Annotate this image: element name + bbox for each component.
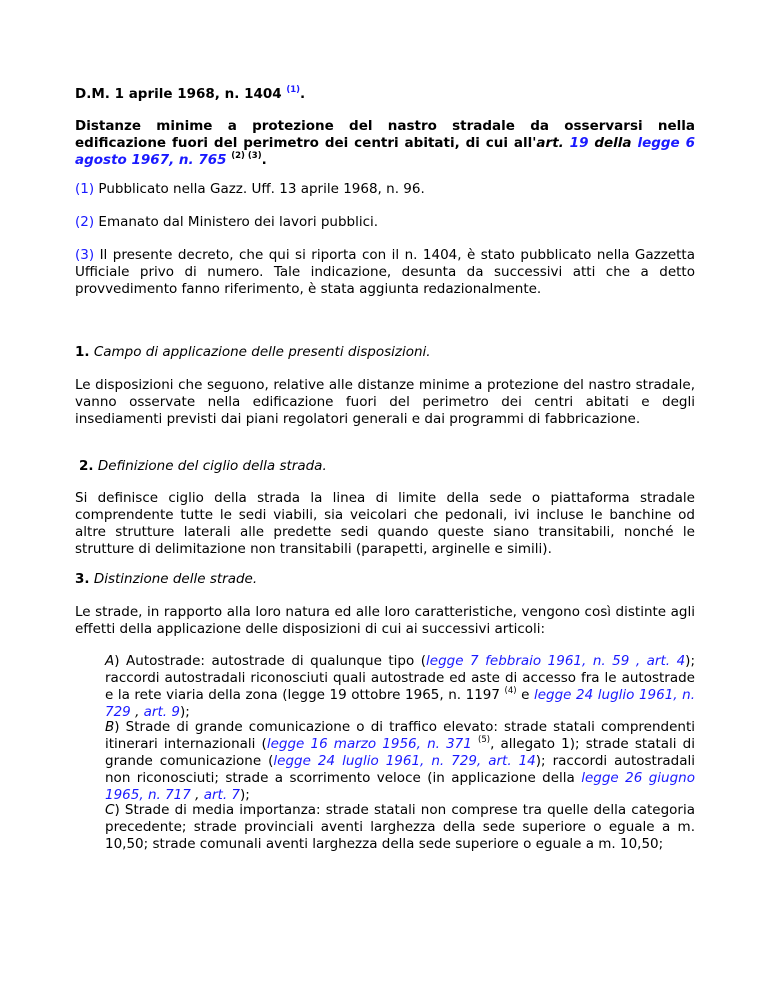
article-2-number: 2. — [79, 458, 94, 474]
decree-subject: Distanze minime a protezione del nastro stradale da osservarsi nella edificazione fuori del perimetro dei centri abitati, di cui all'art. 19 della legge 6 agosto 1967, n. 765 $^{(2) (3)}$. — [75, 118, 696, 168]
article-3-letter-c — [75, 802, 695, 853]
decree-title: D.M. 1 aprile 1968, n. 1404 — [75, 86, 282, 102]
letter-a-text-4: , — [130, 704, 144, 720]
link-legge-729-art-14[interactable]: legge 24 luglio 1961, n. 729, art. 14 — [273, 753, 536, 769]
link-legge[interactable]: legge — [637, 135, 680, 151]
link-law-765[interactable]: 6 agosto 1967, n. 765 — [75, 135, 696, 168]
link-art-7[interactable]: art. 7 — [203, 787, 241, 803]
link-legge-371[interactable]: legge 16 marzo 1956, n. 371 — [266, 736, 472, 752]
subject-notes: (2) (3) — [231, 151, 262, 161]
subject-della: della — [594, 135, 632, 151]
footnote-text-2: Emanato dal Ministero dei lavori pubblici. — [98, 214, 379, 230]
article-1-title: Campo di applicazione delle presenti disposizioni. — [93, 344, 431, 360]
footnote-3 — [75, 247, 695, 298]
article-3-body: Le strade, in rapporto alla loro natura ed alle loro caratteristiche, vengono così distinte agli effetti della applicazione delle disposizioni di cui ai successivi articoli: — [75, 604, 695, 637]
footnote-2 — [75, 214, 695, 231]
footnote-1 — [75, 181, 695, 198]
article-2-heading — [79, 458, 699, 475]
footnote-text-1: Pubblicato nella Gazz. Uff. 13 aprile 1968, n. 96. — [98, 181, 425, 197]
link-legge-59[interactable]: legge 7 febbraio 1961, n. 59 , art. 4 — [426, 653, 686, 669]
article-3-letter-b — [75, 719, 695, 804]
link-art-19[interactable]: 19 — [569, 135, 589, 151]
decree-heading: D.M. 1 aprile 1968, n. 1404 $^{(1)}$. — [75, 85, 306, 102]
note-ref-4: (4) — [504, 686, 517, 696]
link-art-9[interactable]: art. 9 — [143, 704, 180, 720]
footnote-ref-3[interactable]: (3) — [75, 247, 95, 263]
note-ref-5: (5) — [478, 735, 491, 745]
letter-b-text-4: , — [190, 787, 204, 803]
subject-art: art. — [536, 135, 564, 151]
letter-a: A — [105, 653, 115, 669]
article-3-heading — [75, 571, 695, 588]
note-link-1[interactable]: (1) — [286, 85, 301, 95]
article-2-title: Definizione del ciglio della strada. — [97, 458, 327, 474]
article-1-number: 1. — [75, 344, 90, 360]
letter-b-text-5: ); — [240, 787, 250, 803]
letter-a-text-2: ); raccordi autostradali riconosciuti quali autostrade ed aste di accesso fra le autostrade e la rete viaria della zona (legge 19 ottobre 1965, n. 1197 — [105, 653, 695, 703]
subject-text: Distanze minime a protezione del nastro stradale da osservarsi nella edificazione fuori del perimetro dei centri abitati, di cui all' — [75, 118, 695, 151]
article-3-number: 3. — [75, 571, 90, 587]
article-3-letter-a — [75, 653, 695, 721]
letter-c: C — [105, 802, 115, 818]
footnote-text-3: Il presente decreto, che qui si riporta con il n. 1404, è stato pubblicato nella Gazzetta Ufficiale privo di numero. Tale indicazione, desunta da successivi atti che a detto provvedimento fanno riferimento, è stata aggiunta redazionalmente. — [75, 247, 695, 297]
article-1-heading — [75, 344, 695, 361]
letter-c-text-1: ) Strade di media importanza: strade statali non comprese tra quelle della categoria precedente; strade provinciali aventi larghezza della sede superiore o eguale a m. 10,50; strade comunali aventi larghezza della sede superiore o eguale a m. 10,50; — [105, 802, 695, 852]
letter-b-text-2: , allegato 1); strade statali di grande comunicazione ( — [105, 736, 696, 769]
letter-a-text-3: e — [516, 687, 534, 703]
link-legge-717[interactable]: legge 26 giugno 1965, n. 717 — [105, 770, 695, 803]
letter-b-text-3: ); raccordi autostradali non riconosciuti; strade a scorrimento veloce (in applicazione della — [105, 753, 696, 786]
letter-a-text-1: ) Autostrade: autostrade di qualunque tipo ( — [114, 653, 427, 669]
article-3-title: Distinzione delle strade. — [93, 571, 258, 587]
footnote-ref-2[interactable]: (2) — [75, 214, 95, 230]
letter-b-text-1: ) Strade di grande comunicazione o di traffico elevato: strade statali comprendenti itinerari internazionali ( — [105, 719, 695, 752]
footnote-ref-1[interactable]: (1) — [75, 181, 95, 197]
article-2-body: Si definisce ciglio della strada la linea di limite della sede o piattaforma stradale comprendente tutte le sedi viabili, sia veicolari che pedonali, ivi incluse le banchine od altre strutture laterali alle predette sedi quando queste siano transitabili, nonché le strutture di delimitazione non transitabili (parapetti, arginelle e simili). — [75, 490, 695, 557]
letter-a-text-5: ); — [179, 704, 190, 720]
article-1-body: Le disposizioni che seguono, relative alle distanze minime a protezione del nastro stradale, vanno osservate nella edificazione fuori del perimetro dei centri abitati e degli insediamenti previsti dai piani regolatori generali e dai programmi di fabbricazione. — [75, 377, 695, 427]
letter-b: B — [105, 719, 115, 735]
link-legge-729[interactable]: legge 24 luglio 1961, n. 729 — [105, 687, 695, 720]
